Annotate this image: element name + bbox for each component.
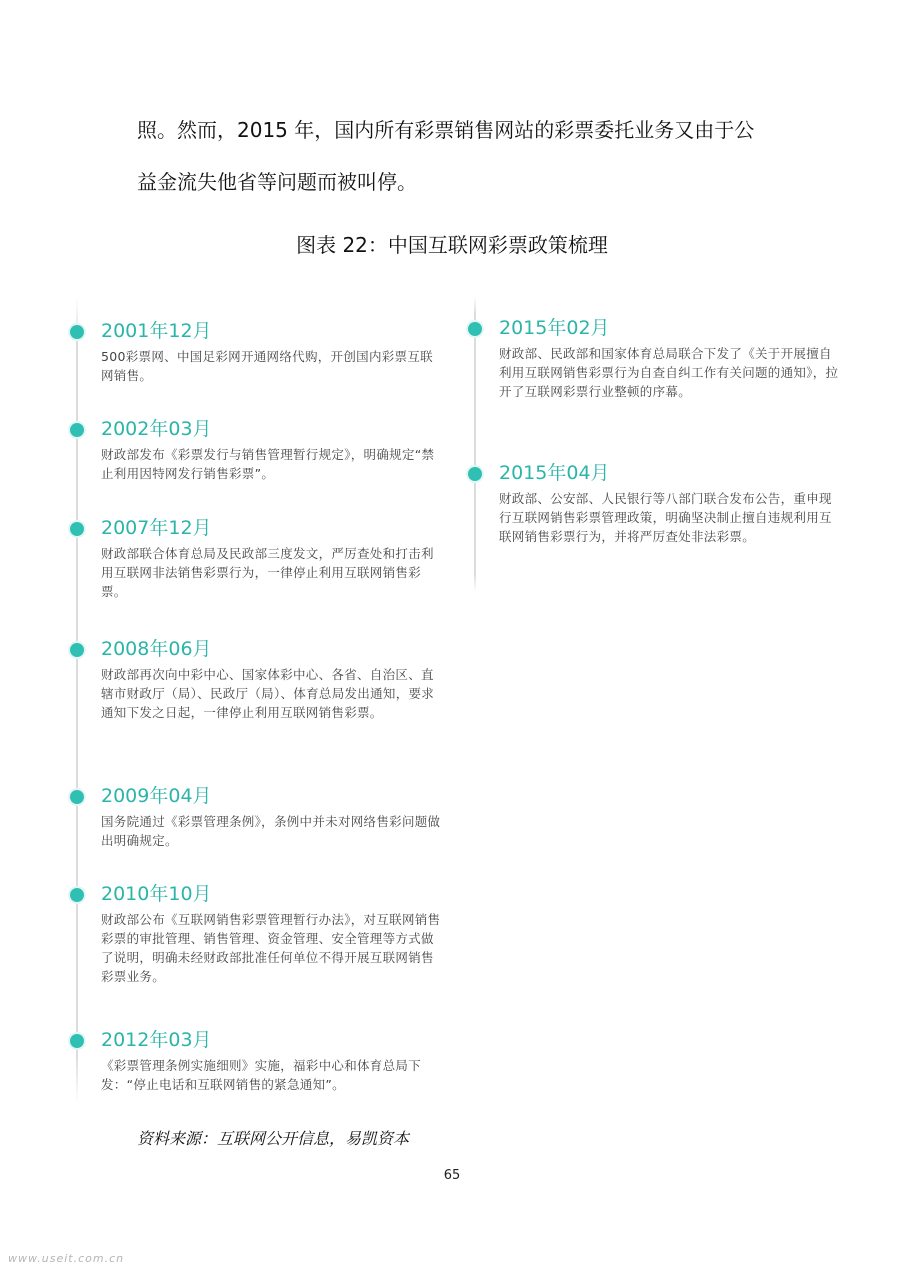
timeline-description: 《彩票管理条例实施细则》实施，福彩中心和体育总局下发：“停止电话和互联网销售的紧急通知”。 — [101, 1058, 422, 1092]
timeline-description: 财政部、民政部和国家体育总局联合下发了《关于开展擅自利用互联网销售彩票行为自查自纠工作有关问题的通知》，拉开了互联网彩票行业整顿的序幕。 — [499, 346, 839, 399]
timeline-date: 2002年03月 — [101, 418, 212, 440]
timeline-date: 2015年02月 — [499, 317, 610, 339]
timeline-date: 2001年12月 — [101, 320, 212, 342]
timeline-description: 500彩票网、中国足彩网开通网络代购，开创国内彩票互联网销售。 — [101, 349, 433, 383]
timeline-description: 财政部发布《彩票发行与销售管理暂行规定》，明确规定“禁止利用因特网发行销售彩票”。 — [101, 447, 435, 481]
page-number: 65 — [443, 1168, 461, 1183]
timeline-dot-icon — [468, 322, 482, 336]
timeline-date: 2012年03月 — [101, 1029, 212, 1051]
timeline-dot-icon — [70, 888, 84, 902]
timeline-right-column — [468, 296, 848, 592]
timeline-date: 2009年04月 — [101, 785, 212, 807]
timeline-description: 国务院通过《彩票管理条例》，条例中并未对网络售彩问题做出明确规定。 — [101, 814, 441, 848]
figure-title: 图表 22：中国互联网彩票政策梳理 — [296, 233, 608, 257]
figure-source: 资料来源：互联网公开信息，易凯资本 — [137, 1129, 410, 1148]
timeline-dot-icon — [70, 325, 84, 339]
timeline-date: 2008年06月 — [101, 638, 212, 660]
body-paragraph-line-1: 照。然而，2015 年，国内所有彩票销售网站的彩票委托业务又由于公 — [137, 118, 755, 142]
timeline-dot-icon — [468, 467, 482, 481]
timeline-description: 财政部联合体育总局及民政部三度发文，严厉查处和打击利用互联网非法销售彩票行为，一律停止利用互联网销售彩票。 — [101, 546, 434, 599]
timeline-line — [474, 296, 476, 592]
timeline-description: 财政部、公安部、人民银行等八部门联合发布公告，重申现行互联网销售彩票管理政策，明确坚决制止擅自违规利用互联网销售彩票行为，并将严厉查处非法彩票。 — [499, 491, 832, 544]
timeline-dot-icon — [70, 790, 84, 804]
body-paragraph-line-2: 益金流失他省等问题而被叫停。 — [137, 170, 417, 194]
timeline-dot-icon — [70, 522, 84, 536]
timeline-dot-icon — [70, 643, 84, 657]
timeline-description: 财政部公布《互联网销售彩票管理暂行办法》，对互联网销售彩票的审批管理、销售管理、资金管理、安全管理等方式做了说明，明确未经财政部批准任何单位不得开展互联网销售彩票业务。 — [101, 912, 441, 984]
timeline-dot-icon — [70, 423, 84, 437]
watermark: www.useit.com.cn — [8, 1252, 125, 1265]
timeline-date: 2007年12月 — [101, 517, 212, 539]
timeline-line — [76, 296, 78, 1104]
timeline-description: 财政部再次向中彩中心、国家体彩中心、各省、自治区、直辖市财政厅（局）、民政厅（局）、体育总局发出通知，要求通知下发之日起，一律停止利用互联网销售彩票。 — [101, 667, 435, 720]
timeline-left-column — [70, 296, 450, 1104]
timeline-dot-icon — [70, 1034, 84, 1048]
timeline-date: 2015年04月 — [499, 462, 610, 484]
timeline-date: 2010年10月 — [101, 883, 212, 905]
